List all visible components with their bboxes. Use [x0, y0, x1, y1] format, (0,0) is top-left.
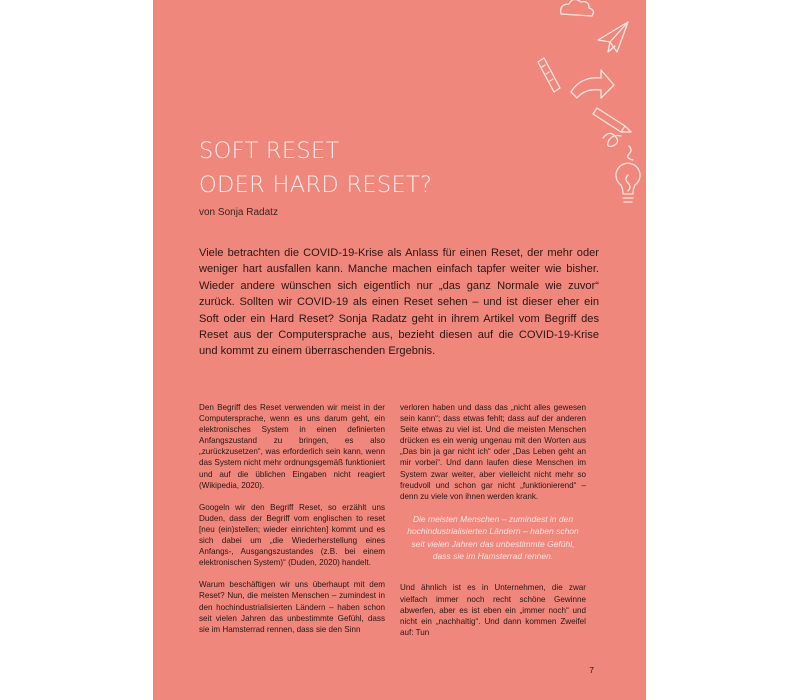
left-column	[199, 402, 385, 646]
ruler-icon	[538, 58, 560, 92]
body-paragraph: Und ähnlich ist es in Unternehmen, die zwar vielfach immer noch recht schöne Gewinne abwerfen, aber es ist eben ein „immer noch“ und nicht ein „nachhaltig“. Und dann kommen Zweifel auf: Tun	[400, 583, 586, 637]
magazine-page	[153, 0, 646, 700]
paper-plane-icon	[598, 22, 628, 52]
pull-quote: Die meisten Menschen – zumindest in den hochindustrialisierten Ländern – haben schon seit vielen Jahren das unbestimmte Gefühl, dass sie im Hamsterrad rennen.	[407, 513, 579, 562]
scribble-icon	[603, 133, 633, 160]
title-line-1: SOFT RESET	[199, 138, 340, 164]
arrow-icon	[571, 70, 614, 98]
cloud-icon	[561, 0, 594, 16]
right-column	[400, 402, 586, 649]
article-title	[199, 134, 432, 202]
body-paragraph: Warum beschäftigen wir uns überhaupt mit dem Reset? Nun, die meisten Menschen – zumindest in den hochindustrialisierten Ländern – haben schon seit vielen Jahren das unbestimmte Gefühl, dass sie im Hamsterrad rennen, dass sie den Sinn	[199, 580, 385, 634]
body-paragraph: Googeln wir den Begriff Reset, so erzählt uns Duden, dass der Begriff vom englischen to reset [neu (ein)stellen; wieder einrichten] kommt und es sich dabei um „die Wiederherstellung eines Anfangs-, Ausgangszustandes (z.B. bei einem elektronischen System)“ (Duden, 2020) handelt.	[199, 502, 385, 568]
lead-paragraph: Viele betrachten die COVID-19-Krise als Anlass für einen Reset, der mehr oder weniger hart ausfallen kann. Manche machen einfach tapfer weiter wie bisher. Wieder andere wünschen sich eigentlich nur „das ganz Normale wie zuvor“ zurück. Sollten wir COVID-19 als einen Reset sehen – und ist dieser eher ein Soft oder ein Hard Reset? Sonja Radatz geht in ihrem Artikel vom Begriff des Reset aus der Computersprache aus, bezieht diesen auf die COVID-19-Krise und kommt zu einem überraschenden Ergebnis.	[199, 247, 599, 358]
lightbulb-icon	[616, 163, 640, 202]
body-paragraph: Den Begriff des Reset verwenden wir meist in der Computersprache, wenn es uns darum geht, ein elektronisches System in einen definierten Anfangszustand zu bringen, es also „zurückzusetzen“, was erforderlich sein kann, wenn das System nicht mehr ordnungsgemäß funktioniert und auf die üblichen Eingaben nicht reagiert (Wikipedia, 2020).	[199, 403, 385, 490]
page-number: 7	[589, 665, 594, 675]
pencil-icon	[593, 108, 631, 132]
author-byline: von Sonja Radatz	[199, 207, 278, 218]
title-line-2: ODER HARD RESET?	[199, 172, 433, 198]
body-paragraph: verloren haben und dass das „nicht alles gewesen sein kann“; dass etwas fehlt; dass auf der anderen Seite etwas zu viel ist. Und die meisten Menschen drücken es ein wenig ungenau mit den Worten aus „Das bin ja gar nicht ich“ oder „Das Leben geht an mir vorbei“. Und dann laufen diese Menschen im System zwar weiter, aber vielleicht nicht mehr so freudvoll und schon gar nicht „funktionierend“ – denn zu viele von ihnen werden krank.	[400, 403, 586, 501]
